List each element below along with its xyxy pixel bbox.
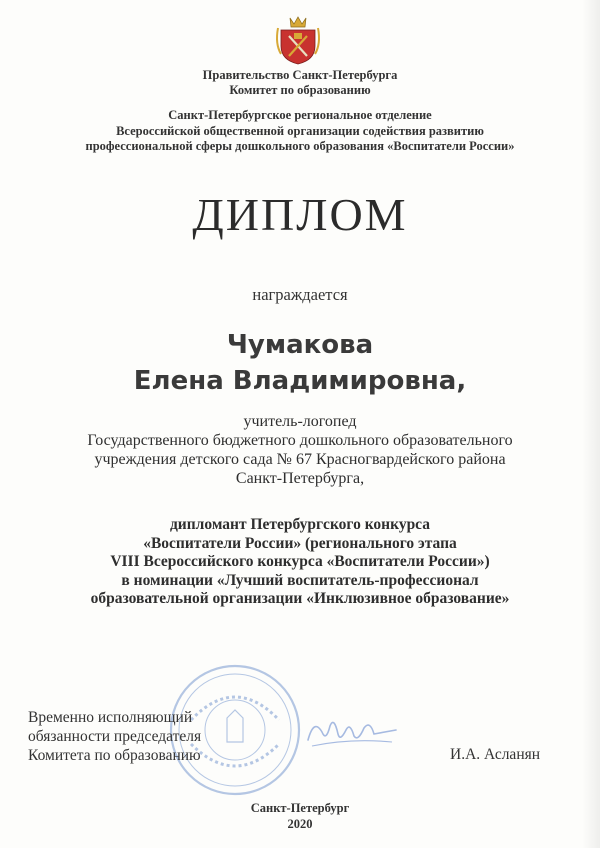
organization-line-1: Санкт-Петербургское региональное отделение [168,108,432,122]
government-name: Правительство Санкт-Петербурга [202,68,398,82]
award-line-3: VIII Всероссийского конкурса «Воспитатели России») [110,553,490,570]
award-line-2: «Воспитатели России» (регионального этапа [143,534,457,552]
diploma-title: ДИПЛОМ [192,189,408,240]
award-line-5: образовательной организации «Инклюзивное образование» [90,590,510,607]
signatory-title [28,708,201,765]
signatory-line-3: Комитета по образованию [28,747,201,764]
organization-header [0,108,600,155]
signatory-name: И.А. Асланян [450,746,541,763]
recipient-position [0,412,600,488]
organization-line-3: профессиональной сферы дошкольного образования «Воспитатели России» [85,139,515,153]
coat-of-arms-icon [272,14,324,66]
footer-city: Санкт-Петербург [250,801,350,815]
signatory-line-2: обязанности председателя [28,728,202,745]
institution-line-2: учреждения детского сада № 67 Красногвардейского района [94,451,506,468]
recipient-given-names: Елена Владимировна, [133,366,467,396]
award-description [0,516,600,609]
institution-line-3: Санкт-Петербурга, [235,470,365,487]
institution-line-1: Государственного бюджетного дошкольного образовательного [87,432,513,449]
footer-year: 2020 [287,817,313,831]
award-line-1: дипломант Петербургского конкурса [169,516,431,533]
committee-name: Комитет по образованию [229,83,371,97]
recipient-surname: Чумакова [226,330,374,360]
awarded-label: награждается [252,285,348,304]
award-line-4: в номинации «Лучший воспитатель-профессионал [121,571,479,589]
footer [0,800,600,832]
signatory-line-1: Временно исполняющий [28,709,193,726]
recipient-name [0,327,600,399]
organization-line-2: Всероссийской общественной организации содействия развитию [116,123,484,138]
position-title: учитель-логопед [243,413,357,430]
signature-icon [300,712,400,752]
government-header [0,68,600,98]
